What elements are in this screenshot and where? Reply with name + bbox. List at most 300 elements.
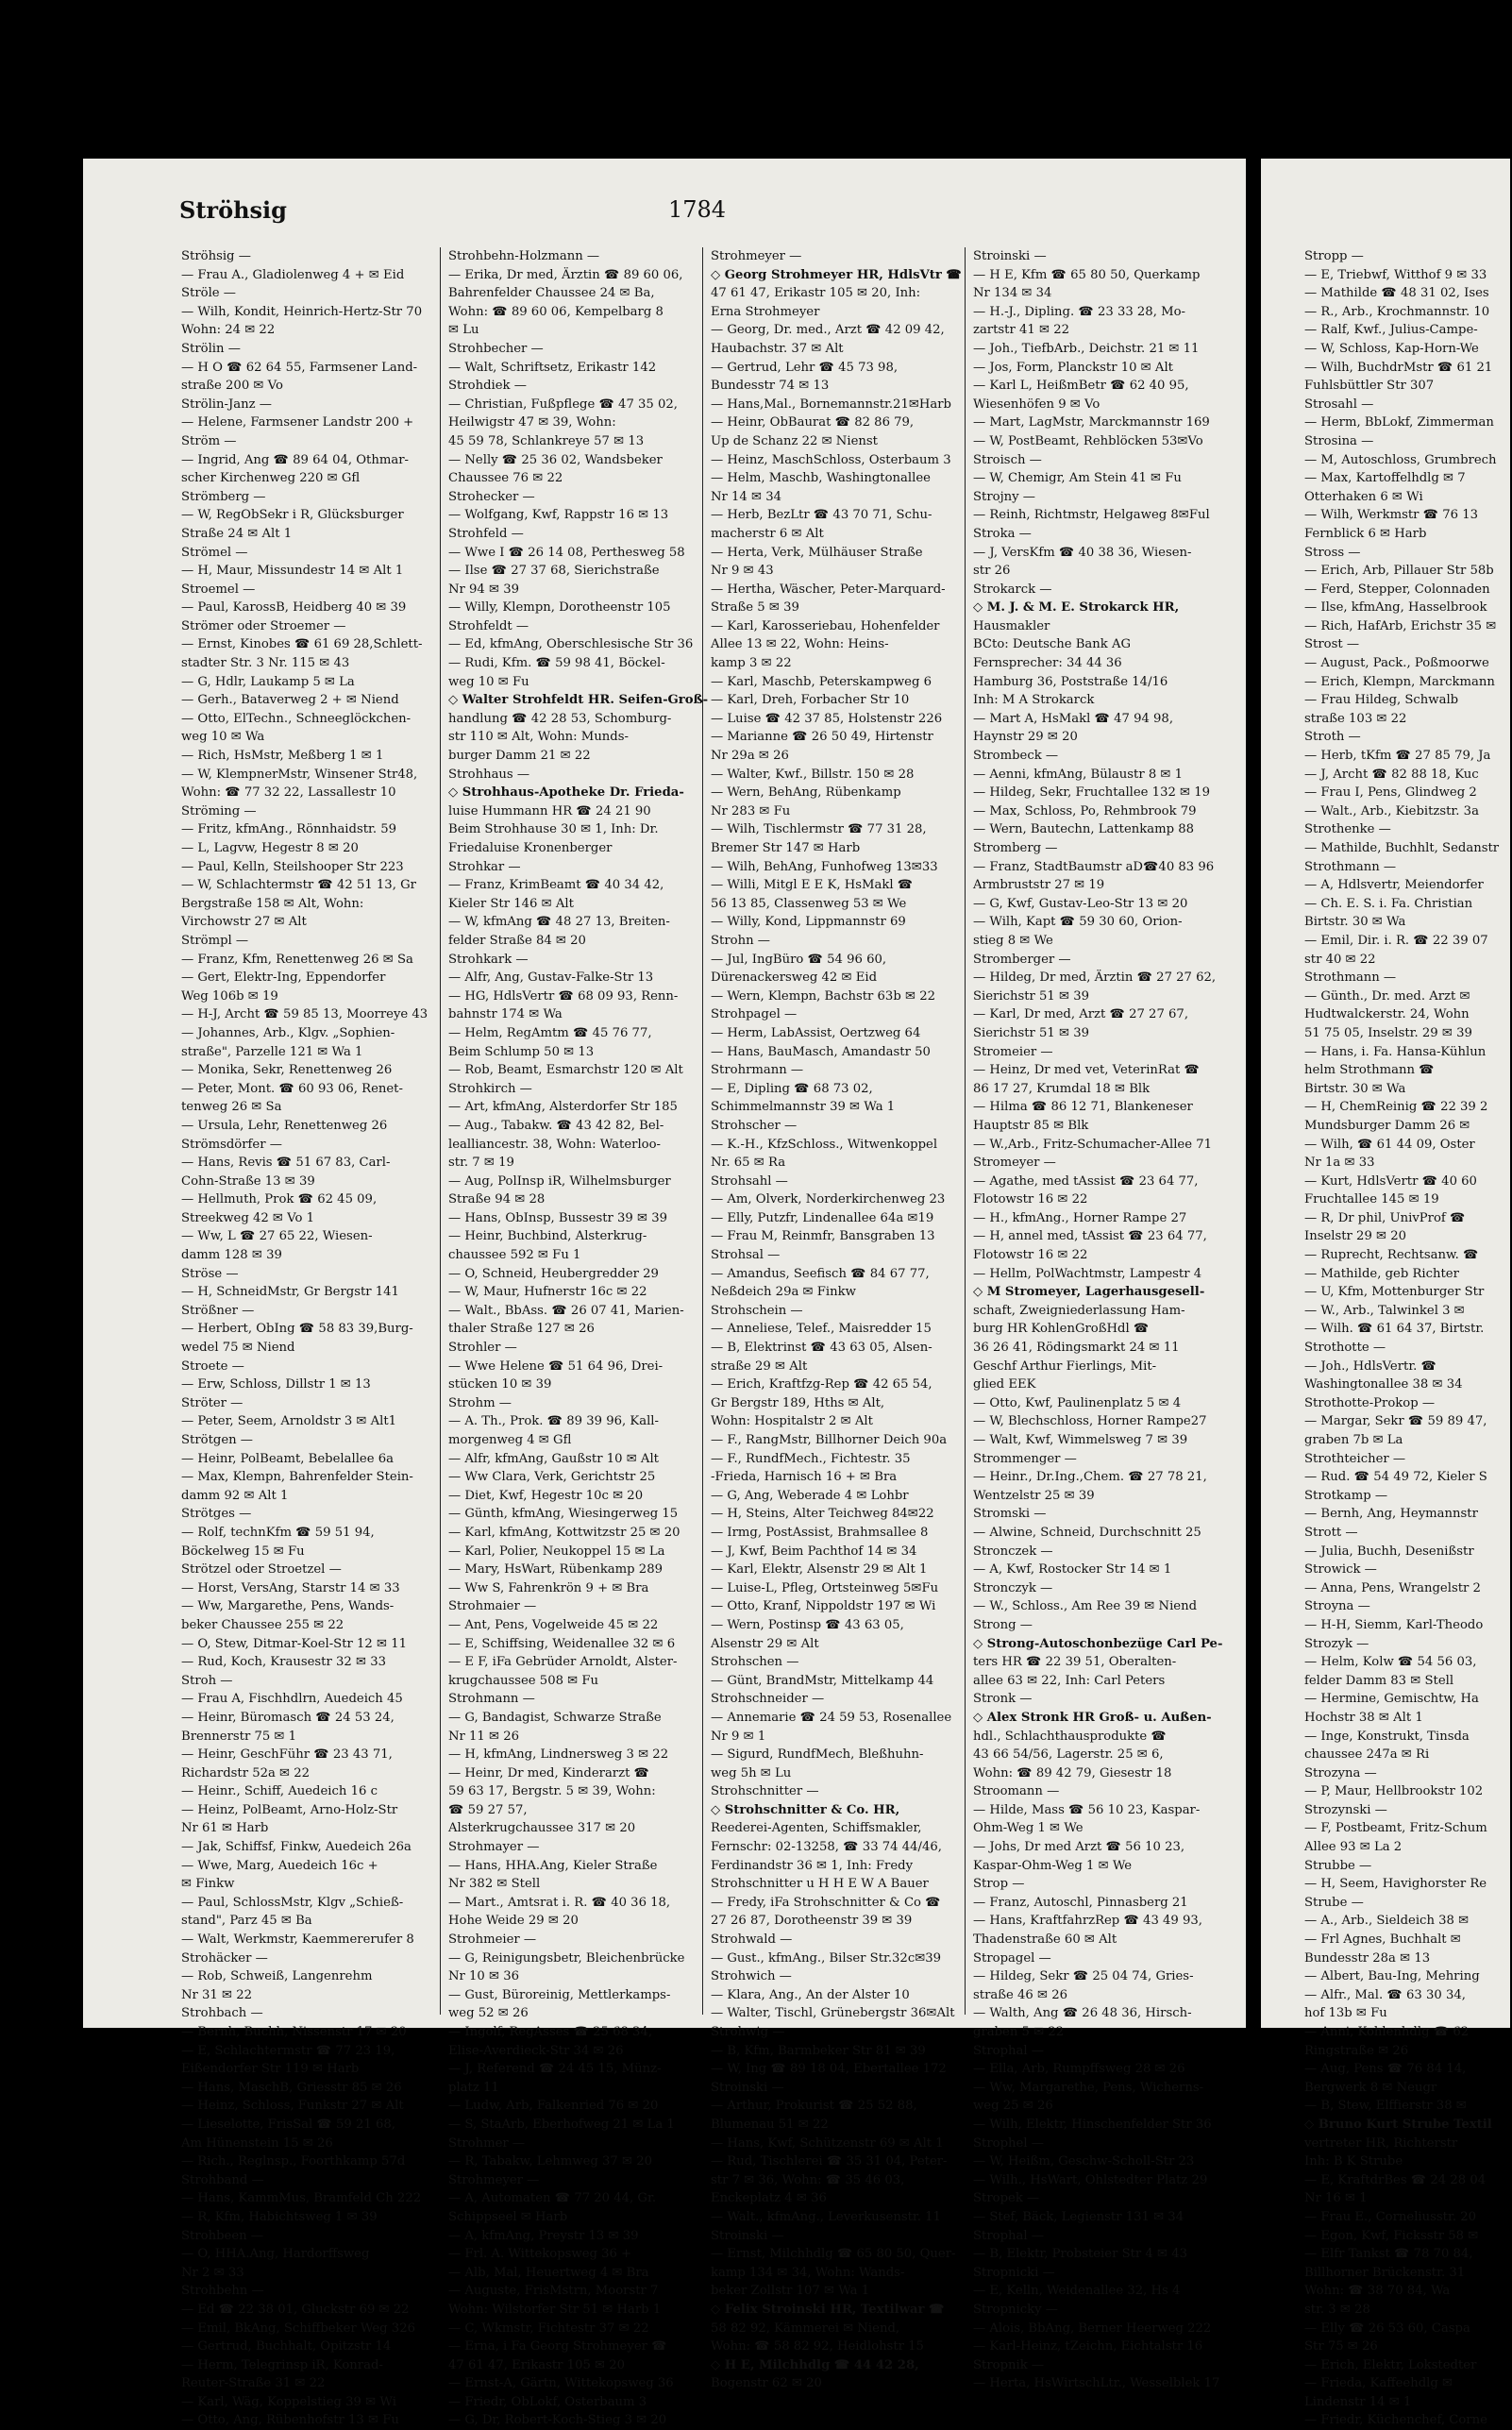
directory-entry-line: Inselstr 29 ✉ 20 xyxy=(1304,1229,1407,1244)
directory-entry-line: — Otto, Ang, Rübenhofstr 13 ✉ Fu xyxy=(181,2413,399,2428)
directory-entry-line: -Frieda, Harnisch 16 + ✉ Bra xyxy=(711,1470,898,1485)
directory-entry-line: Up de Schanz 22 ✉ Nienst xyxy=(711,433,878,448)
directory-entry-line: str 7 ✉ 36, Wohn: ☎ 35 46 03, xyxy=(711,2172,905,2187)
directory-entry-line: ✉ Lu xyxy=(448,323,479,338)
directory-entry-line: Flotowstr 16 ✉ 22 xyxy=(973,1192,1088,1207)
directory-entry-line: — Wolfgang, Kwf, Rappstr 16 ✉ 13 xyxy=(448,508,669,523)
directory-entry-line: — Alois, BbAng, Berner Heerweg 222 xyxy=(973,2320,1212,2336)
directory-entry-line: Strothotte — xyxy=(1304,1341,1386,1356)
directory-entry-line: — Anni, Kohlenhdlg ☎ 62 xyxy=(1304,2025,1470,2039)
directory-entry-line: — Heinr, ObBaurat ☎ 82 86 79, xyxy=(711,415,915,430)
directory-entry-line: — H-J, Archt ☎ 59 85 13, Moorreye 43 xyxy=(181,1007,428,1022)
directory-entry-line: — Inge, Konstrukt, Tinsda xyxy=(1304,1729,1470,1744)
directory-entry-line: — Karl L, HeißmBetr ☎ 62 40 95, xyxy=(973,379,1189,394)
directory-entry-line: — Wwe Helene ☎ 51 64 96, Drei- xyxy=(448,1358,664,1374)
directory-entry-line: hof 13b ✉ Fu xyxy=(1304,2006,1387,2021)
directory-entry-line: Straße 24 ✉ Alt 1 xyxy=(181,526,293,541)
directory-entry-line: Strojny — xyxy=(973,489,1035,504)
directory-entry-line: Strong — xyxy=(973,1617,1033,1632)
directory-entry-line: — August, Pack., Poßmoorwe xyxy=(1304,656,1489,671)
directory-entry-line: — Mathilde, Buchhlt, Sedanstr xyxy=(1304,841,1500,855)
directory-entry-line: Inh: M A Strokarck xyxy=(973,693,1095,708)
directory-entry-line: Wentzelstr 25 ✉ 39 xyxy=(973,1488,1095,1503)
directory-entry-line: Hamburg 36, Poststraße 14/16 xyxy=(973,674,1168,689)
directory-entry-line: 36 26 41, Rödingsmarkt 24 ✉ 11 xyxy=(973,1341,1180,1356)
directory-entry-line: — Rob, Beamt, Esmarchstr 120 ✉ Alt xyxy=(448,1063,683,1078)
directory-entry-line: Straße 94 ✉ 28 xyxy=(448,1192,546,1207)
directory-entry-line: — A, Automaten ☎ 77 20 44, Gr. xyxy=(448,2191,657,2206)
directory-entry-line: — Alfr, Ang, Gustav-Falke-Str 13 xyxy=(448,970,654,986)
directory-entry-line: Bogenstr 62 ✉ 20 xyxy=(711,2376,822,2391)
directory-entry-line: — Georg, Dr. med., Arzt ☎ 42 09 42, xyxy=(711,323,945,338)
directory-entry-line: — Emil, BkAng, Schiffbeker Weg 326 xyxy=(181,2320,415,2336)
directory-entry-line: bahnstr 174 ✉ Wa xyxy=(448,1007,563,1022)
directory-entry-line: Nr 14 ✉ 34 xyxy=(711,489,782,504)
directory-entry-line: — Ruprecht, Rechtsanw. ☎ xyxy=(1304,1248,1479,1263)
directory-entry-line: felder Damm 83 ✉ Stell xyxy=(1304,1673,1454,1688)
directory-entry-line: — Rich, HsMstr, Meßberg 1 ✉ 1 xyxy=(181,749,384,764)
directory-entry-line: Ferdinandstr 36 ✉ 1, Inh: Fredy xyxy=(711,1858,914,1873)
directory-entry-line: — Hilma ☎ 86 12 71, Blankeneser xyxy=(973,1100,1193,1115)
directory-entry-line: Fuhlsbüttler Str 307 xyxy=(1304,379,1435,394)
directory-entry-line: — Wwe I ☎ 26 14 08, Perthesweg 58 xyxy=(448,545,685,560)
directory-entry-line: — Erw, Schloss, Dillstr 1 ✉ 13 xyxy=(181,1377,371,1392)
directory-entry-line: Stronk — xyxy=(973,1692,1033,1707)
directory-entry-line: — H, SchneidMstr, Gr Bergstr 141 xyxy=(181,1285,399,1300)
directory-entry-line: — Hans, Kwf, Schützenstr 69 ✉ Alt 1 xyxy=(711,2135,944,2151)
directory-entry-line: weg 10 ✉ Wa xyxy=(181,730,265,745)
directory-entry-line: — Hildeg, Dr med, Ärztin ☎ 27 27 62, xyxy=(973,970,1217,986)
directory-entry-line: scher Kirchenweg 220 ✉ Gfl xyxy=(181,471,361,486)
directory-entry-line: — Hans, MaschB, Griesstr 85 ✉ 26 xyxy=(181,2080,402,2095)
directory-entry-line: — Hilde, Mass ☎ 56 10 23, Kaspar- xyxy=(973,1802,1201,1817)
directory-entry-line: — H-H, Siemm, Karl-Theodo xyxy=(1304,1617,1484,1632)
directory-entry-line: — Otto, Kwf, Paulinenplatz 5 ✉ 4 xyxy=(973,1395,1182,1410)
directory-entry-line: — Gust., kfmAng., Bilser Str.32c✉39 xyxy=(711,1950,942,1966)
directory-entry-line: Strölin — xyxy=(181,341,241,356)
directory-entry-line: — A., Arb., Sieldeich 38 ✉ xyxy=(1304,1914,1470,1929)
directory-entry-line: — Margar, Sekr ☎ 59 89 47, xyxy=(1304,1414,1487,1429)
directory-entry-line: — Walt, Schriftsetz, Erikastr 142 xyxy=(448,360,657,375)
directory-entry-line: — Erika, Dr med, Ärztin ☎ 89 60 06, xyxy=(448,267,683,282)
directory-entry-line: — Annemarie ☎ 24 59 53, Rosenallee xyxy=(711,1710,952,1725)
directory-entry-line: Reederei-Agenten, Schiffsmakler, xyxy=(711,1821,922,1836)
directory-entry-line: zartstr 41 ✉ 22 xyxy=(973,323,1069,338)
directory-entry-line: — Ingolf, RegAsses ☎ 25 68 34, xyxy=(448,2025,653,2039)
directory-entry-line: — Heinr, Büromasch ☎ 24 53 24, xyxy=(181,1710,395,1725)
directory-entry-line: — Elly, Putzfr, Lindenallee 64a ✉19 xyxy=(711,1210,934,1225)
directory-entry-line: ☎ 59 27 57, xyxy=(448,1802,528,1817)
directory-entry-line: Nr 9 ✉ 1 xyxy=(711,1729,766,1744)
directory-entry-line: Strozyna — xyxy=(1304,1765,1377,1780)
directory-entry-line: Kaspar-Ohm-Weg 1 ✉ We xyxy=(973,1858,1133,1873)
directory-entry-line: Weg 106b ✉ 19 xyxy=(181,988,278,1004)
directory-entry-line: str 110 ✉ Alt, Wohn: Munds- xyxy=(448,730,629,745)
directory-entry-line: Fernblick 6 ✉ Harb xyxy=(1304,526,1427,541)
directory-entry-line: Stropnik — xyxy=(973,2357,1045,2372)
directory-entry-line: — Helm, RegAmtm ☎ 45 76 77, xyxy=(448,1025,652,1040)
directory-entry-line: Nr 283 ✉ Fu xyxy=(711,803,791,818)
directory-entry-line: Wohn: ☎ 89 42 79, Giesestr 18 xyxy=(973,1765,1172,1780)
directory-entry-line: — H, annel med, tAssist ☎ 23 64 77, xyxy=(973,1229,1207,1244)
directory-entry-line: — U, Kfm, Mottenburger Str xyxy=(1304,1285,1485,1300)
directory-entry-line: Stroh — xyxy=(181,1673,233,1688)
directory-entry-line: — Friedr, ObLokf, Osterbaum 3 xyxy=(448,2394,647,2409)
directory-entry-line: — Erich, Elektr, Lokstedter xyxy=(1304,2357,1477,2372)
directory-entry-line: Strohmayer — xyxy=(448,1840,540,1855)
directory-entry-line: Stroyna — xyxy=(1304,1599,1370,1614)
directory-entry-line: — W, Schloss, Kap-Horn-We xyxy=(1304,341,1479,356)
directory-entry-line: — Jak, Schiffsf, Finkw, Auedeich 26a xyxy=(181,1840,412,1855)
directory-entry-line: — Rud, Koch, Krausestr 32 ✉ 33 xyxy=(181,1655,386,1670)
directory-entry-line: chaussee 247a ✉ Ri xyxy=(1304,1747,1430,1763)
directory-entry-line: Wohn: Wilstorfer Str 51 ✉ Harb 1 xyxy=(448,2302,662,2317)
directory-entry-line: — E F, iFa Gebrüder Arnoldt, Alster- xyxy=(448,1655,678,1670)
directory-entry-line: Stroka — xyxy=(973,526,1032,541)
directory-entry-line: — W., Schloss., Am Ree 39 ✉ Niend xyxy=(973,1599,1198,1614)
directory-entry-line: — Hellm, PolWachtmstr, Lampestr 4 xyxy=(973,1266,1202,1281)
directory-entry-line: — Helene, Farmsener Landstr 200 + xyxy=(181,415,414,430)
directory-entry-line: — Heinz, Dr med vet, VeterinRat ☎ xyxy=(973,1063,1200,1078)
directory-entry-line: Washingtonallee 38 ✉ 34 xyxy=(1304,1377,1463,1392)
directory-entry-line: Strohbeen — xyxy=(181,2228,263,2243)
directory-entry-line: — W, KlempnerMstr, Winsener Str48, xyxy=(181,767,418,782)
directory-entry-line: Stropagel — xyxy=(973,1950,1051,1966)
directory-entry-line: Heilwigstr 47 ✉ 39, Wohn: xyxy=(448,415,616,430)
directory-entry-line: — Ernst, Kinobes ☎ 61 69 28,Schlett- xyxy=(181,637,423,652)
directory-entry-line: schaft, Zweigniederlassung Ham- xyxy=(973,1303,1185,1318)
directory-entry-line: — L, Lagvw, Hegestr 8 ✉ 20 xyxy=(181,841,359,855)
directory-entry-line: — Hans, KammMus, Bramfeld Ch 222 xyxy=(181,2191,422,2206)
directory-entry-line: Alsenstr 29 ✉ Alt xyxy=(711,1636,819,1651)
directory-entry-line: — Frl Agnes, Buchhalt ✉ xyxy=(1304,1932,1461,1948)
directory-entry-line: — Luise ☎ 42 37 85, Holstenstr 226 xyxy=(711,711,943,726)
directory-entry-line: Strötgen — xyxy=(181,1433,253,1447)
directory-entry-line: stieg 8 ✉ We xyxy=(973,933,1053,948)
directory-entry-line: — Walter, Kwf., Billstr. 150 ✉ 28 xyxy=(711,767,915,782)
directory-entry-line: — W, Blechschloss, Horner Rampe27 xyxy=(973,1414,1207,1429)
directory-entry-line: — Max, Kartoffelhdlg ✉ 7 xyxy=(1304,471,1466,486)
directory-entry-line: — Anna, Pens, Wrangelstr 2 xyxy=(1304,1580,1481,1595)
directory-entry-line: Bergwerk 8 ✉ Neugr xyxy=(1304,2080,1437,2095)
directory-entry-line: ◇ Strong-Autoschonbezüge Carl Pe- xyxy=(973,1636,1223,1651)
directory-entry-line: — Erich, Kraftfzg-Rep ☎ 42 65 54, xyxy=(711,1377,932,1392)
directory-entry-line: Strohn — xyxy=(711,933,770,948)
directory-entry-line: — Heinr, GeschFühr ☎ 23 43 71, xyxy=(181,1747,393,1763)
directory-entry-line: ◇ Strohhaus-Apotheke Dr. Frieda- xyxy=(448,785,684,801)
directory-entry-line: Strohmeyer — xyxy=(448,2172,540,2187)
directory-entry-line: Nr 29a ✉ 26 xyxy=(711,749,789,764)
directory-entry-line: — Amandus, Seefisch ☎ 84 67 77, xyxy=(711,1266,930,1281)
directory-entry-line: — Wilh, BehAng, Funhofweg 13✉33 xyxy=(711,859,938,874)
directory-entry-line: — Sigurd, RundfMech, Bleßhuhn- xyxy=(711,1747,924,1763)
directory-entry-line: — Nelly ☎ 25 36 02, Wandsbeker xyxy=(448,452,663,467)
directory-entry-line: Strohschneider — xyxy=(711,1692,825,1707)
directory-entry-line: — Günth., Dr. med. Arzt ✉ xyxy=(1304,988,1470,1004)
directory-entry-line: straße 46 ✉ 26 xyxy=(973,1987,1068,2002)
directory-entry-line: — J, Archt ☎ 82 88 18, Kuc xyxy=(1304,767,1479,782)
directory-entry-line: — Wilh, Kondit, Heinrich-Hertz-Str 70 xyxy=(181,304,423,319)
directory-entry-line: chaussee 592 ✉ Fu 1 xyxy=(448,1248,581,1263)
directory-entry-line: — Walt, Werkmstr, Kaemmererufer 8 xyxy=(181,1932,414,1948)
directory-entry-line: — Heinr, PolBeamt, Bebelallee 6a xyxy=(181,1451,394,1466)
directory-entry-line: — W, kfmAng ☎ 48 27 13, Breiten- xyxy=(448,915,670,930)
directory-entry-line: damm 92 ✉ Alt 1 xyxy=(181,1488,289,1503)
directory-entry-line: Stropek — xyxy=(973,2191,1040,2206)
directory-entry-line: — Auguste, FrisMstrn, Moorstr 7 xyxy=(448,2284,659,2299)
directory-entry-line: Otterhaken 6 ✉ Wi xyxy=(1304,489,1423,504)
directory-entry-line: — Ingrid, Ang ☎ 89 64 04, Othmar- xyxy=(181,452,409,467)
directory-entry-line: Strohrmann — xyxy=(711,1063,804,1078)
directory-entry-line: Strohecker — xyxy=(448,489,535,504)
directory-entry-line: Stromberger — xyxy=(973,952,1071,967)
directory-entry-line: Nr 9 ✉ 43 xyxy=(711,564,774,579)
directory-entry-line: Armbruststr 27 ✉ 19 xyxy=(973,878,1105,893)
directory-entry-line: ✉ Finkw xyxy=(181,1877,235,1892)
directory-entry-line: — Peter, Mont. ☎ 60 93 06, Renet- xyxy=(181,1081,403,1096)
directory-entry-line: — Am, Olverk, Norderkirchenweg 23 xyxy=(711,1192,946,1207)
directory-entry-line: Strohkar — xyxy=(448,859,521,874)
directory-entry-line: Strohfeldt — xyxy=(448,618,529,633)
directory-entry-line: burger Damm 21 ✉ 22 xyxy=(448,749,591,764)
directory-entry-line: — Wwe, Marg, Auedeich 16c + xyxy=(181,1858,378,1873)
directory-entry-line: — Mart, LagMstr, Marckmannstr 169 xyxy=(973,415,1210,430)
directory-entry-line: — G, Hdlr, Laukamp 5 ✉ La xyxy=(181,674,355,689)
directory-entry-line: Strozyk — xyxy=(1304,1636,1369,1651)
directory-entry-line: — Ed, kfmAng, Oberschlesische Str 36 xyxy=(448,637,694,652)
directory-entry-line: — Herm, BbLokf, Zimmerman xyxy=(1304,415,1494,430)
directory-entry-line: Hauptstr 85 ✉ Blk xyxy=(973,1118,1089,1133)
directory-entry-line: — F., RangMstr, Billhorner Deich 90a xyxy=(711,1433,948,1447)
directory-entry-line: Strötges — xyxy=(181,1507,252,1522)
directory-entry-line: Billhorner Brückenstr. 31 xyxy=(1304,2265,1466,2280)
directory-entry-line: — B, Elektrinst ☎ 43 63 05, Alsen- xyxy=(711,1341,932,1356)
directory-entry-line: — W., Arb., Talwinkel 3 ✉ xyxy=(1304,1303,1465,1318)
directory-entry-line: — O, Schneid, Heubergredder 29 xyxy=(448,1266,659,1281)
directory-entry-line: — Elly ☎ 26 53 60, Caspa xyxy=(1304,2320,1470,2336)
directory-entry-line: Strömer oder Stroemer — xyxy=(181,618,346,633)
directory-entry-line: — Aug, PolInsp iR, Wilhelmsburger xyxy=(448,1173,671,1189)
directory-entry-line: — Willy, Klempn, Dorotheenstr 105 xyxy=(448,600,671,616)
directory-entry-line: — Herm, LabAssist, Oertzweg 64 xyxy=(711,1025,921,1040)
directory-entry-line: Haubachstr. 37 ✉ Alt xyxy=(711,341,844,356)
directory-entry-line: — Marianne ☎ 26 50 49, Hirtenstr xyxy=(711,730,933,745)
directory-entry-line: — Hans, i. Fa. Hansa-Kühlun xyxy=(1304,1044,1487,1059)
directory-entry-line: Blumenau 51 ✉ 22 xyxy=(711,2117,829,2132)
directory-entry-line: 47 61 47, Erikastr 105 ✉ 20, Inh: xyxy=(711,286,921,301)
directory-entry-line: BCto: Deutsche Bank AG xyxy=(973,637,1132,652)
directory-entry-line: Strohmer — xyxy=(448,2135,526,2151)
directory-entry-line: Birtstr. 30 ✉ Wa xyxy=(1304,915,1406,930)
directory-entry-line: ◇ Strohschnitter & Co. HR, xyxy=(711,1802,900,1817)
directory-entry-line: Nr 2 ✉ 33 xyxy=(181,2265,244,2280)
directory-entry-line: handlung ☎ 42 28 53, Schomburg- xyxy=(448,711,672,726)
directory-entry-line: ◇ Bruno Kurt Strube Textil xyxy=(1304,2117,1492,2132)
directory-entry-line: — H, ChemReinig ☎ 22 39 2 xyxy=(1304,1100,1488,1115)
directory-entry-line: Strothenke — xyxy=(1304,822,1391,837)
directory-entry-line: Nr 11 ✉ 26 xyxy=(448,1729,520,1744)
directory-entry-line: Sierichstr 51 ✉ 39 xyxy=(973,1025,1090,1040)
directory-entry-line: — Heinr, Buchbind, Alsterkrug- xyxy=(448,1229,647,1244)
directory-entry-line: Hohe Weide 29 ✉ 20 xyxy=(448,1914,579,1929)
directory-entry-line: — Wilh, Elektr, Hinschenfelder Str 36 xyxy=(973,2117,1212,2132)
directory-entry-line: str. 7 ✉ 19 xyxy=(448,1156,514,1171)
directory-entry-line: Beim Strohhause 30 ✉ 1, Inh: Dr. xyxy=(448,822,659,837)
directory-entry-line: Sierichstr 51 ✉ 39 xyxy=(973,988,1090,1004)
directory-entry-line: Strubbe — xyxy=(1304,1858,1372,1873)
directory-entry-line: beker Zollstr 107 ✉ Wa 1 xyxy=(711,2284,870,2299)
directory-entry-line: Streekweg 42 ✉ Vo 1 xyxy=(181,1210,315,1225)
directory-entry-line: — Mary, HsWart, Rübenkamp 289 xyxy=(448,1562,663,1578)
directory-entry-line: — Heinz, PolBeamt, Arno-Holz-Str xyxy=(181,1802,398,1817)
directory-entry-line: Strost — xyxy=(1304,637,1360,652)
directory-entry-line: — Heinz, Schloss, Funkstr 27 ✉ Alt xyxy=(181,2099,404,2114)
directory-entry-line: Stromeier — xyxy=(973,1044,1053,1059)
directory-entry-line: 59 63 17, Bergstr. 5 ✉ 39, Wohn: xyxy=(448,1784,656,1799)
directory-entry-line: — G, Dr, Robert-Koch-Stieg 3 ✉ 20 xyxy=(448,2413,667,2428)
directory-entry-line: — Helm, Maschb, Washingtonallee xyxy=(711,471,931,486)
directory-entry-line: graben 7b ✉ La xyxy=(1304,1433,1403,1447)
directory-entry-line: — G, Ang, Weberade 4 ✉ Lohbr xyxy=(711,1488,909,1503)
directory-entry-line: Wohn: ☎ 58 82 92, Heidlohstr 15 xyxy=(711,2339,924,2354)
directory-entry-line: vertreter HR, Richterstr xyxy=(1304,2135,1458,2151)
directory-entry-line: 58 82 92, Kämmerei ✉ Niend, xyxy=(711,2320,900,2336)
directory-entry-line: — F, Postbeamt, Fritz-Schum xyxy=(1304,1821,1487,1836)
directory-entry-line: — Erich, Arb, Pillauer Str 58b xyxy=(1304,564,1494,579)
directory-entry-line: Strötzel oder Stroetzel — xyxy=(181,1562,342,1578)
directory-entry-line: Strohler — xyxy=(448,1341,517,1356)
directory-entry-line: — M, Autoschloss, Grumbrech xyxy=(1304,452,1497,467)
directory-entry-line: — C, Wkmstr, Fichtestr 37 ✉ 22 xyxy=(448,2320,649,2336)
directory-entry-line: — Frieda, Kaffeehdlg ✉ xyxy=(1304,2376,1453,2391)
directory-entry-line: — Bernh, Ang, Heymannstr xyxy=(1304,1507,1478,1522)
directory-entry-line: — Aenni, kfmAng, Bülaustr 8 ✉ 1 xyxy=(973,767,1184,782)
directory-entry-line: — Gertrud, Buchhalt, Opitzstr 14 xyxy=(181,2339,392,2354)
directory-entry-line: Strokarck — xyxy=(973,582,1052,597)
directory-entry-line: krugchaussee 508 ✉ Fu xyxy=(448,1673,599,1688)
directory-entry-line: — Rolf, technKfm ☎ 59 51 94, xyxy=(181,1525,375,1540)
directory-entry-line: — B, Stew, Elffierstr 38 ✉ xyxy=(1304,2099,1467,2114)
directory-entry-line: — Aug., Tabakw. ☎ 43 42 82, Bel- xyxy=(448,1118,664,1133)
directory-entry-line: ◇ Alex Stronk HR Groß- u. Außen- xyxy=(973,1710,1212,1725)
directory-entry-line: — H, Steins, Alter Teichweg 84✉22 xyxy=(711,1507,934,1522)
directory-entry-line: — Alfr., Mal. ☎ 63 30 34, xyxy=(1304,1987,1466,2002)
directory-entry-line: Strommenger — xyxy=(973,1451,1077,1466)
directory-entry-line: Strohkark — xyxy=(448,952,529,967)
next-page-strip xyxy=(1261,159,1510,2428)
directory-entry-line: Virchowstr 27 ✉ Alt xyxy=(181,915,307,930)
directory-entry-line: morgenweg 4 ✉ Gfl xyxy=(448,1433,572,1447)
directory-entry-line: — Walter, Tischl, Grünebergstr 36✉Alt xyxy=(711,2006,955,2021)
directory-entry-line: 56 13 85, Classenweg 53 ✉ We xyxy=(711,896,907,911)
directory-entry-line: Strombeck — xyxy=(973,749,1059,764)
directory-entry-line: — W, PostBeamt, Rehblöcken 53✉Vo xyxy=(973,433,1203,448)
directory-entry-line: — Gert, Elektr-Ing, Eppendorfer xyxy=(181,970,386,986)
directory-entry-line: kamp 134 ✉ 34, Wohn: Wands- xyxy=(711,2265,905,2280)
directory-entry-line: Chaussee 76 ✉ 22 xyxy=(448,471,563,486)
directory-entry-line: Erna Strohmeyer xyxy=(711,304,820,319)
directory-entry-line: stand", Parz 45 ✉ Ba xyxy=(181,1914,312,1929)
directory-entry-line: Nr 31 ✉ 22 xyxy=(181,1987,253,2002)
directory-entry-line: — Walth, Ang ☎ 26 48 36, Hirsch- xyxy=(973,2006,1192,2021)
directory-entry-line: Brennerstr 75 ✉ 1 xyxy=(181,1729,297,1744)
directory-entry-line: — Wern, Bautechn, Lattenkamp 88 xyxy=(973,822,1195,837)
directory-entry-line: Stropp — xyxy=(1304,249,1364,263)
directory-entry-line: Strohmeyer — xyxy=(711,249,802,263)
directory-entry-line: — E, Triebwf, Witthof 9 ✉ 33 xyxy=(1304,267,1487,282)
directory-entry-line: Ströse — xyxy=(181,1266,239,1281)
directory-entry-line: — Hans, HHA.Ang, Kieler Straße xyxy=(448,1858,658,1873)
directory-entry-line: Beim Schlump 50 ✉ 13 xyxy=(448,1044,595,1059)
directory-entry-line: ◇ Georg Strohmeyer HR, HdlsVtr ☎ xyxy=(711,267,962,282)
directory-entry-line: Schippseel ✉ Harb xyxy=(448,2209,568,2224)
directory-entry-line: — Wern, Postinsp ☎ 43 63 05, xyxy=(711,1617,904,1632)
directory-entry-line: — J, VersKfm ☎ 40 38 36, Wiesen- xyxy=(973,545,1192,560)
running-head: Ströhsig xyxy=(179,196,287,224)
directory-entry-line: — Hildeg, Sekr, Fruchtallee 132 ✉ 19 xyxy=(973,785,1211,801)
directory-entry-line: — Wilh, Werkmstr ☎ 76 13 xyxy=(1304,508,1479,523)
directory-entry-line: — J, Referend ☎ 24 45 15, Münz- xyxy=(448,2062,662,2077)
page-number: 1784 xyxy=(668,196,727,223)
directory-entry-line: Nr 134 ✉ 34 xyxy=(973,286,1052,301)
directory-entry-line: — H E, Kfm ☎ 65 80 50, Querkamp xyxy=(973,267,1201,282)
directory-entry-line: — Bernh, Buchh, Nissenstr 17 ✉ 20 xyxy=(181,2025,407,2039)
directory-entry-line: — Ww S, Fahrenkrön 9 + ✉ Bra xyxy=(448,1580,649,1595)
directory-entry-line: luise Hummann HR ☎ 24 21 90 xyxy=(448,803,651,818)
directory-entry-line: — Gust, Büroreinig, Mettlerkamps- xyxy=(448,1987,671,2002)
directory-entry-line: Nr 94 ✉ 39 xyxy=(448,582,520,597)
directory-entry-line: stadter Str. 3 Nr. 115 ✉ 43 xyxy=(181,656,350,671)
directory-entry-line: — R, Kfm, Habichtsweg 1 ✉ 39 xyxy=(181,2209,378,2224)
directory-entry-line: Strohbach — xyxy=(181,2006,263,2021)
directory-entry-line: — HG, HdlsVertr ☎ 68 09 93, Renn- xyxy=(448,988,679,1004)
directory-entry-line: — Mart., Amtsrat i. R. ☎ 40 36 18, xyxy=(448,1895,671,1910)
directory-entry-line: Wohn: 24 ✉ 22 xyxy=(181,323,276,338)
directory-entry-line: Strohschnitter — xyxy=(711,1784,819,1799)
directory-entry-line: beker Chaussee 255 ✉ 22 xyxy=(181,1617,344,1632)
directory-entry-line: — B, Kfm, Barmbeker Str 81 ✉ 39 xyxy=(711,2043,926,2058)
directory-entry-line: — Frau A., Gladiolenweg 4 + ✉ Eid xyxy=(181,267,405,282)
directory-entry-line: — Hans, BauMasch, Amandastr 50 xyxy=(711,1044,931,1059)
directory-entry-line: Dürenackersweg 42 ✉ Eid xyxy=(711,970,878,986)
directory-entry-line: — E, Schlachtermstr ☎ 77 23 19, xyxy=(181,2043,395,2058)
directory-entry-line: allee 63 ✉ 22, Inh: Carl Peters xyxy=(973,1673,1166,1688)
directory-entry-line: — Wilh, Tischlermstr ☎ 77 31 28, xyxy=(711,822,927,837)
directory-entry-line: Strop — xyxy=(973,1877,1025,1892)
directory-entry-line: — Stef, Bäck, Legienstr 131 ✉ 34 xyxy=(973,2209,1184,2224)
directory-entry-line: Ohm-Weg 1 ✉ We xyxy=(973,1821,1084,1836)
directory-entry-line: macherstr 6 ✉ Alt xyxy=(711,526,824,541)
directory-entry-line: Strohschnitter u H H E W A Bauer xyxy=(711,1877,929,1892)
directory-entry-line: Strohwald — xyxy=(711,1932,793,1948)
directory-entry-line: — H., kfmAng., Horner Rampe 27 xyxy=(973,1210,1187,1225)
directory-entry-line: ◇ M. J. & M. E. Strokarck HR, xyxy=(973,600,1180,616)
directory-entry-line: — Franz, Autoschl, Pinnasberg 21 xyxy=(973,1895,1188,1910)
directory-entry-line: — Gerh., Bataverweg 2 + ✉ Niend xyxy=(181,693,399,708)
directory-entry-line: ◇ Felix Stroinski HR, Textilwar ☎ xyxy=(711,2302,945,2317)
directory-entry-line: — Jos, Form, Planckstr 10 ✉ Alt xyxy=(973,360,1173,375)
directory-entry-line: — Hans, ObInsp, Bussestr 39 ✉ 39 xyxy=(448,1210,668,1225)
directory-entry-line: — P, Maur, Hellbrookstr 102 xyxy=(1304,1784,1484,1799)
directory-entry-line: — Mart A, HsMakl ☎ 47 94 98, xyxy=(973,711,1174,726)
directory-entry-line: Friedaluise Kronenberger xyxy=(448,841,613,855)
directory-entry-line: — Jul, IngBüro ☎ 54 96 60, xyxy=(711,952,887,967)
directory-entry-line: — Irmg, PostAssist, Brahmsallee 8 xyxy=(711,1525,929,1540)
directory-entry-line: Str 75 ✉ 26 xyxy=(1304,2339,1378,2354)
directory-entry-line: — Anneliese, Telef., Maisredder 15 xyxy=(711,1322,932,1337)
directory-entry-line: Strohdiek — xyxy=(448,379,527,394)
directory-entry-line: Strohmann — xyxy=(448,1692,535,1707)
